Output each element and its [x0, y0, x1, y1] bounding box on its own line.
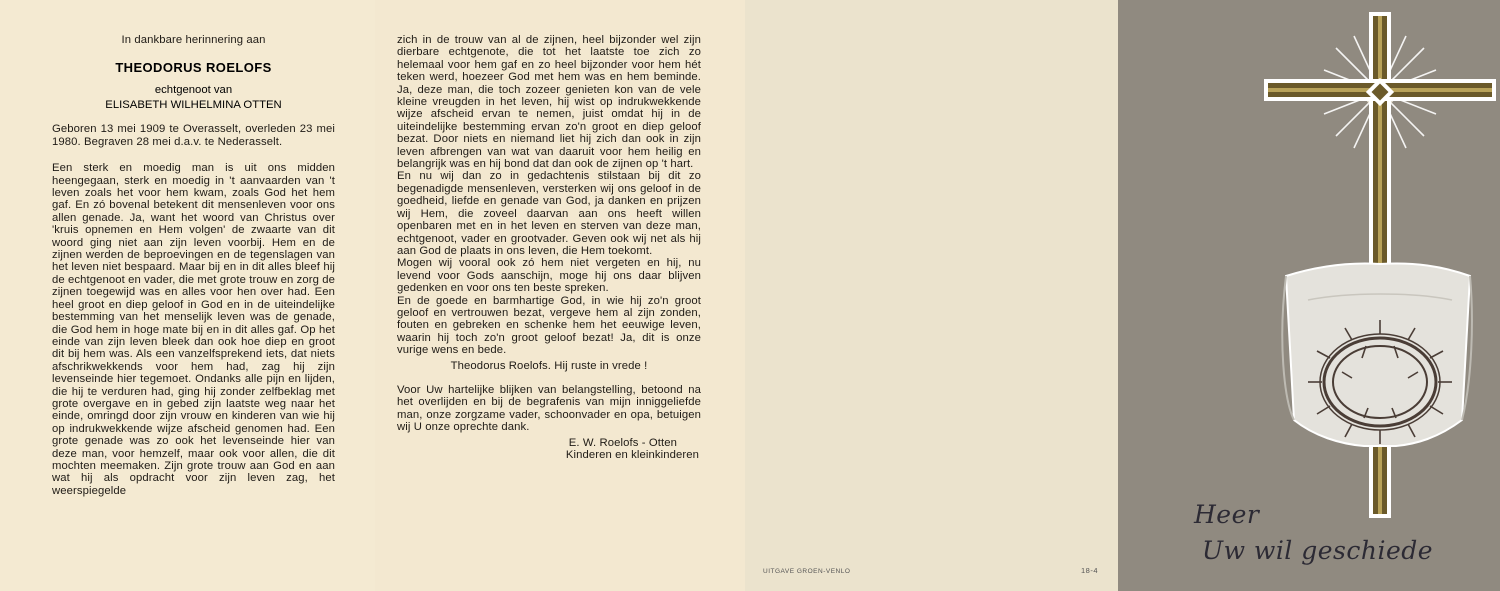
rest-in-peace-line: Theodorus Roelofs. Hij ruste in vrede !	[450, 359, 648, 372]
dedication-heading: In dankbare herinnering aan	[121, 34, 266, 46]
birth-death-dates: Geboren 13 mei 1909 te Overasselt, overleden 23 mei 1980. Begraven 28 mei d.a.v. te Nederasselt.	[52, 123, 335, 148]
right-text-page	[375, 0, 745, 591]
memorial-text-part2: zich in de trouw van al de zijnen, heel bijzonder wel zijn dierbare echtgenote, die tot het laatste toe zich zo helemaal voor hem gaf en zo heel bijzonder voor hem hét teken werd, hoezeer God met hem was en hem beminde. Ja, deze man, die toch zozeer genieten kon van de vele kleine vreugden in het leven, hij wist op indrukwekkende wijze afscheid ervan te nemen, juist omdat hij in de uiteindelijke bestemming ervan zo'n groot en diep geloof bezat. Door niets en niemand liet hij zich dan ook in zijn leven afbrengen van wat van daaruit voor hem heilig en belangrijk was en hij bond dat dan ook de zijnen op 't hart.	[397, 34, 701, 171]
deceased-name: THEODORUS ROELOFS	[115, 60, 272, 76]
cover-page	[1118, 0, 1500, 591]
publisher-credit: UITGAVE GROEN-VENLO	[763, 568, 851, 575]
tagline-line-2: Uw wil geschiede	[1202, 536, 1434, 565]
card-code: 18-4	[1080, 566, 1098, 575]
cover-illustration	[1118, 0, 1500, 591]
signature-children: Kinderen en kleinkinderen	[565, 449, 699, 461]
spouse-name: ELISABETH WILHELMINA OTTEN	[105, 99, 282, 112]
memorial-text-part4: Mogen wij vooral ook zó hem niet vergeten en hij, nu levend voor Gods aanschijn, moge hij ons daar blijven gedenken en voor ons ten beste spreken.	[397, 257, 701, 295]
memorial-text-part3: En nu wij dan zo in gedachtenis stilstaan bij dit zo begenadigde mensenleven, versterken wij ons geloof in de goedheid, liefde en genade van God, ja danken en prijzen wij Hem, die zoveel daarvan aan ons heeft willen openbaren met en in het leven en sterven van deze man, echtgenoot, vader en grootvader. Geven ook wij net als hij aan God de plaats in ons leven, die Hem toekomt.	[397, 170, 701, 257]
signature-family: E. W. Roelofs - Otten	[568, 436, 677, 449]
tagline-line-1: Heer	[1194, 500, 1260, 529]
spouse-label: echtgenoot van	[154, 84, 233, 97]
memorial-text-part1: Een sterk en moedig man is uit ons midden heengegaan, sterk en moedig in 't aanvaarden van 't leven zoals het voor hem kwam, zoals God het hem gaf. En zó bovenal betekent dit mensenleven voor ons allen genade. Ja, want het woord van Christus over 'kruis opnemen en Hem volgen' de zwaarte van dit woord ging niet aan zijn leven voorbij. Hem en de zijnen werden de beproevingen en de tegenslagen van het leven niet bespaard. Maar bij en in dit alles bleef hij de echtgenoot en vader, die met grote trouw en zorg de zijnen toegewijd was en alles voor hen over had. Een heel groot en diep geloof in God en in de uiteindelijke bestemming van het menselijk leven was de genade, die God hem in hoge mate bij en in dit alles gaf. Op het einde van zijn leven bleek dan ook hoe diep en groot dit bij hem was. Als een vanzelfsprekend iets, dat niets afschrikwekkends voor hem had, zag hij zijn levenseinde hier tegemoet. Ondanks alle pijn en lijden, die hij te verduren had, ging hij zonder zelfbeklag met grote overgave en in gebed zijn laatste weg naar het einde, omringd door zijn vrouw en kinderen van wie hij op indrukwekkende wijze afscheid genomen had. Een grote genade was zo ook het levenseinde hier van deze man, voor hemzelf, maar ook voor allen, die dit mochten meemaken. Zijn grote trouw aan God en aan wat hij als opdracht voor zijn leven zag, het weerspiegelde	[52, 162, 335, 497]
memorial-text-part5: En de goede en barmhartige God, in wie hij zo'n groot geloof en vertrouwen bezat, vergeve hem al zijn zonden, fouten en gebreken en schenke hem het eeuwige leven, waarin hij toch zo'n groot geloof bezat! Ja, dit is onze vurige wens en bede.	[397, 294, 701, 357]
back-page	[745, 0, 1118, 591]
thank-you-text: Voor Uw hartelijke blijken van belangstelling, betoond na het overlijden en bij de begrafenis van mijn inniggeliefde man, onze zorgzame vader, schoonvader en opa, betuigen wij U onze oprechte dank.	[397, 383, 701, 434]
left-text-page	[0, 0, 375, 591]
